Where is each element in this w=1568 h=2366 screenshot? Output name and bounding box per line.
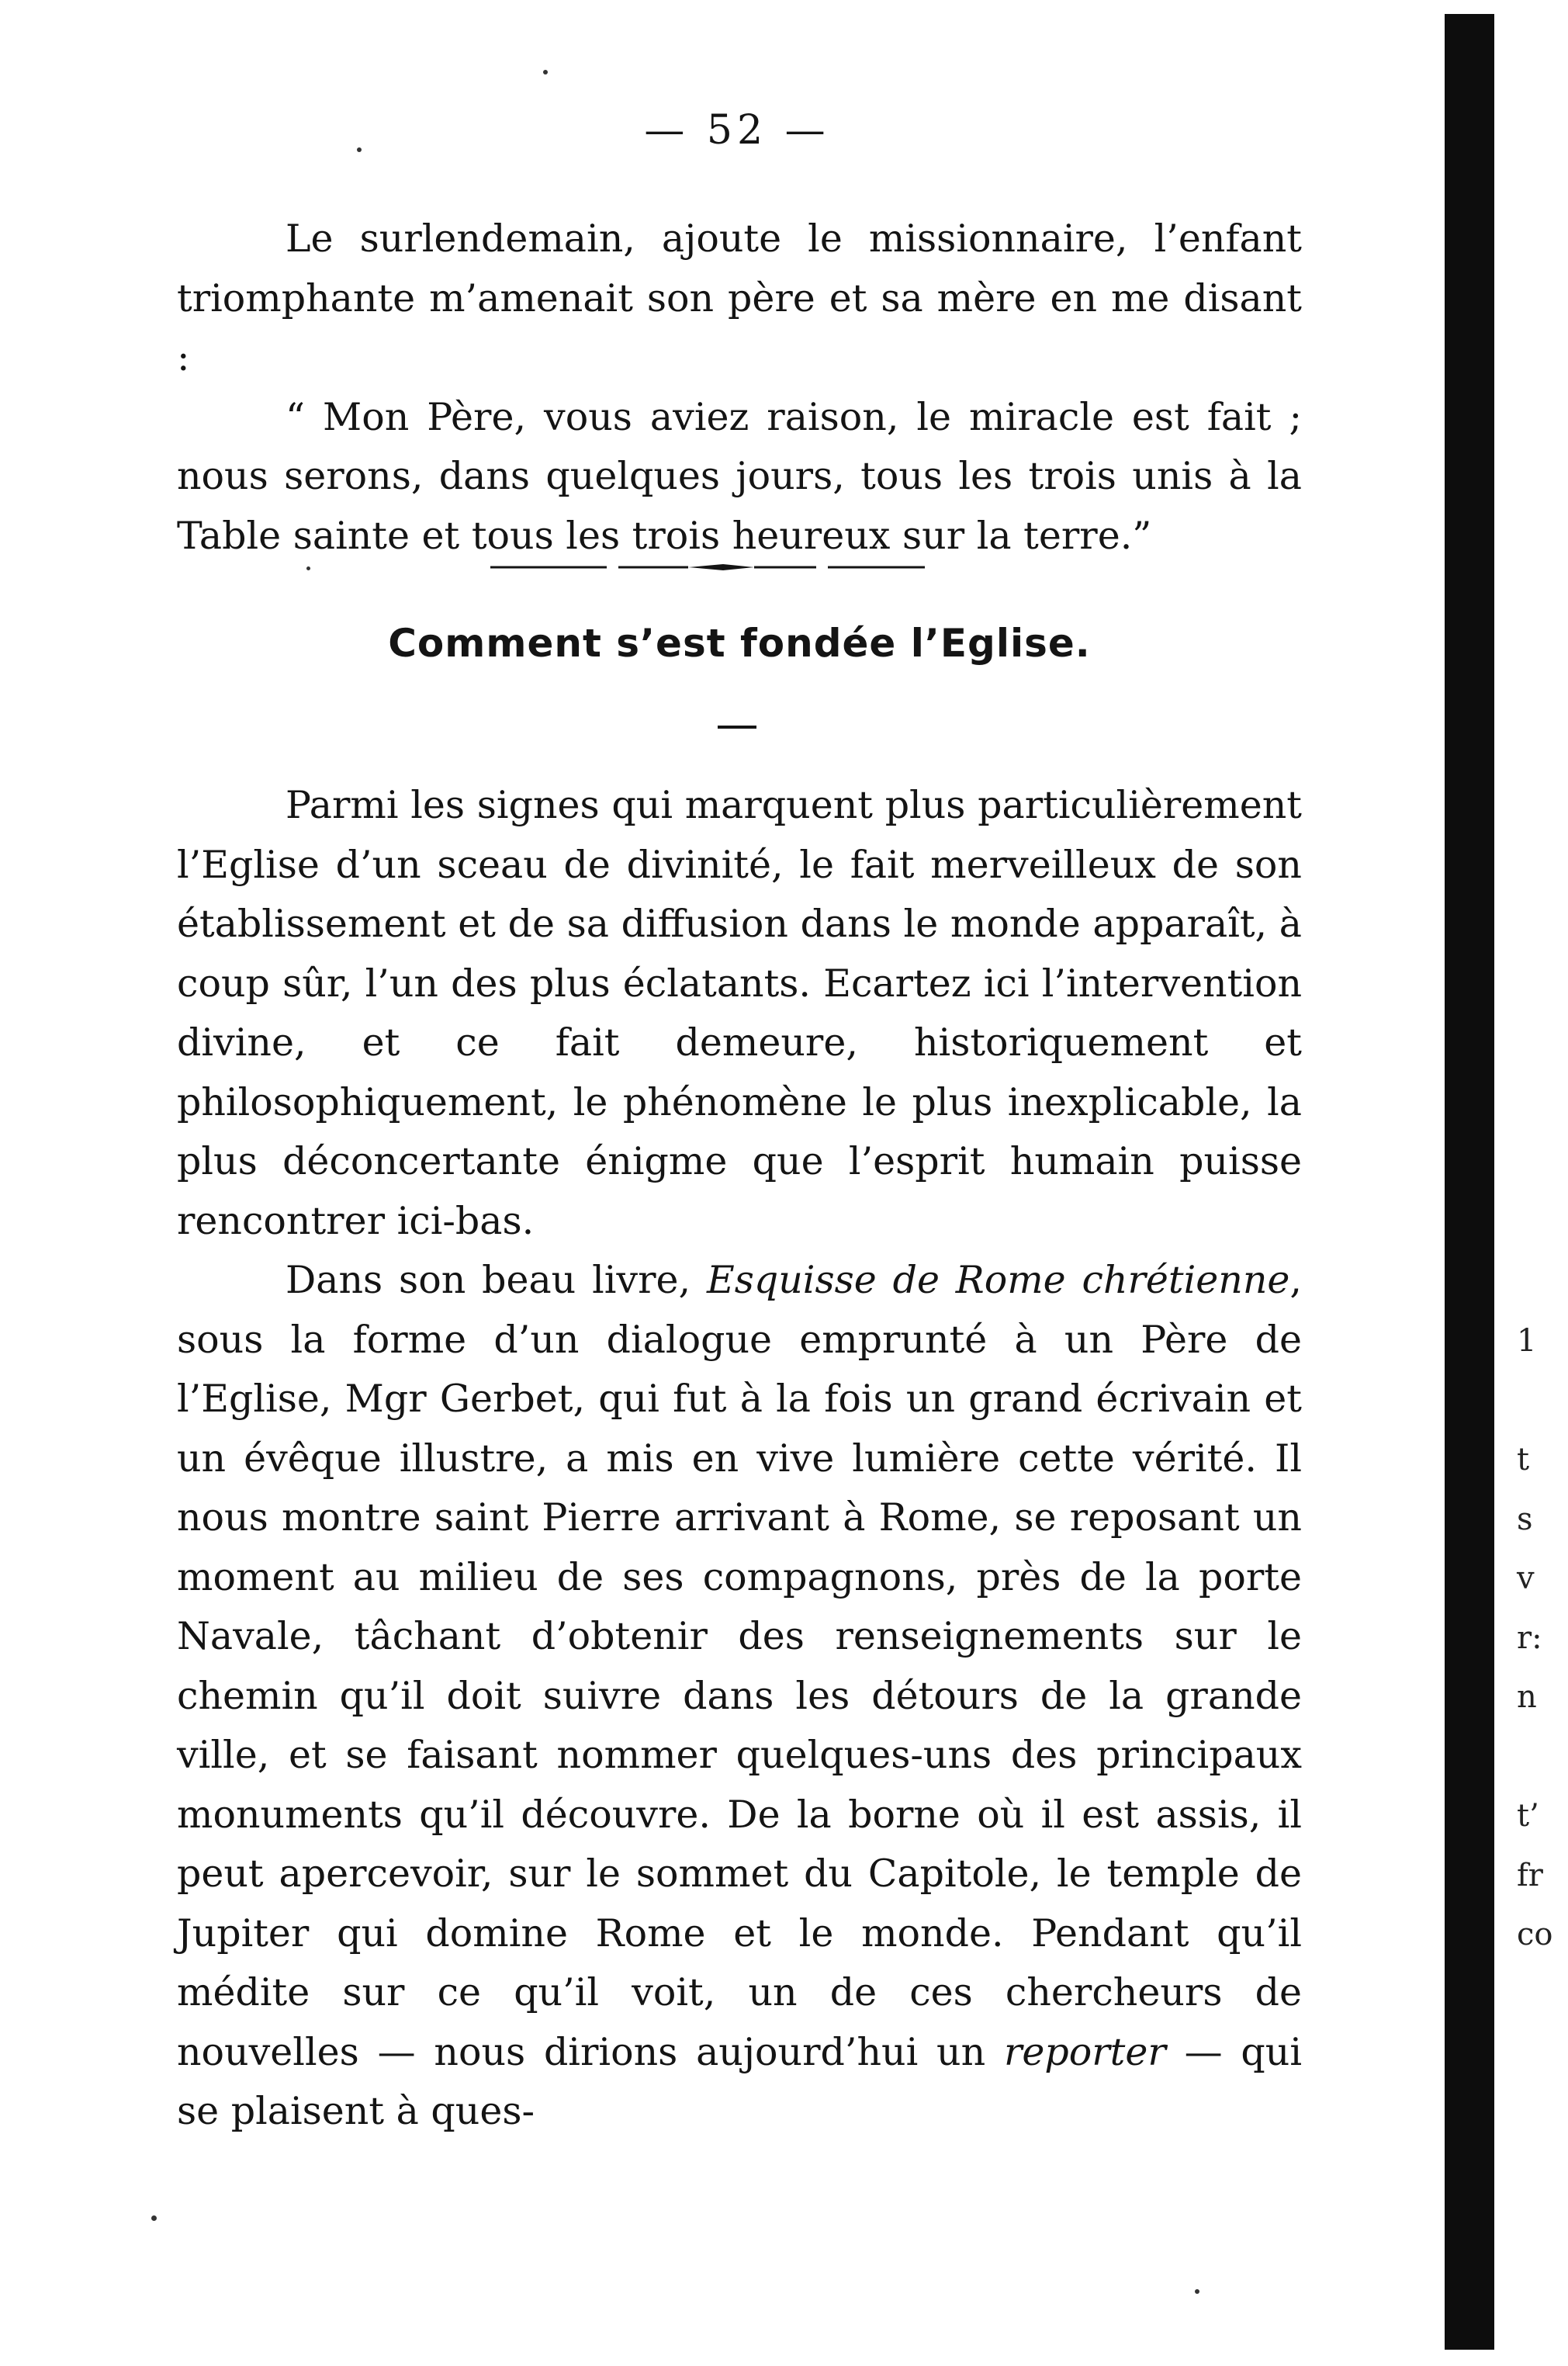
opening-text-block (177, 210, 1302, 566)
print-speck (357, 147, 362, 152)
paragraph-4 (177, 1251, 1302, 2142)
paragraph-3: Parmi les signes qui marquent plus particulièrement l’Eglise d’un sceau de divinité, le fait merveilleux de son établissement et de sa diffusion dans le monde apparaît, à coup sûr, l’un des plus éclatants. Ecartez ici l’intervention divine, et ce fait demeure, historiquement et philosophiquement, le phénomène le plus inexplicable, la plus déconcertante énigme que l’esprit humain puisse rencontrer ici-bas. (177, 783, 1302, 1243)
title-underline-dash (718, 726, 756, 729)
binding-shadow (1445, 14, 1494, 2350)
margin-fragment: s (1517, 1501, 1533, 1537)
print-speck (151, 2215, 157, 2221)
book-title: Esquisse de Rome chrétienne (706, 1258, 1290, 1302)
main-text-block (177, 776, 1302, 2142)
print-speck (1195, 2289, 1199, 2294)
margin-fragment: co (1517, 1917, 1553, 1952)
margin-fragment: t (1517, 1442, 1530, 1477)
margin-fragment: v (1517, 1561, 1535, 1596)
paragraph-1: Le surlendemain, ajoute le missionnaire, l’enfant triomphante m’amenait son père et sa mère en me disant : (177, 217, 1302, 379)
page-number: — 52 — (644, 107, 830, 154)
facing-page-fragments (1517, 1311, 1563, 1965)
paragraph-4-part-2: , sous la forme d’un dialogue emprunté à un Père de l’Eglise, Mgr Gerbet, qui fut à la fois un grand écrivain et un évêque illustre, a mis en vive lumière cette vérité. Il nous montre saint Pierre arrivant à Rome, se reposant un moment au milieu de ses compagnons, près de la porte Navale, tâchant d’obtenir des renseignements sur le chemin qu’il doit suivre dans les détours de la grande ville, et se faisant nommer quelques-uns des principaux monuments qu’il découvre. De la borne où il est assis, il peut apercevoir, sur le sommet du Capitole, le temple de Jupiter qui domine Rome et le monde. Pendant qu’il médite sur ce qu’il voit, un de ces chercheurs de nouvelles — nous dirions aujourd’hui un (177, 1258, 1302, 2074)
print-speck (306, 566, 310, 570)
margin-fragment: 1 (1517, 1323, 1537, 1359)
paragraph-4-part-3: — qui se plaisent à ques- (177, 2029, 1302, 2133)
reporter-word: reporter (1003, 2029, 1166, 2074)
margin-fragment: r: (1517, 1619, 1542, 1656)
section-divider-ornament (490, 563, 925, 572)
paragraph-2: “ Mon Père, vous aviez raison, le miracle est fait ; nous serons, dans quelques jours, tous les trois unis à la Table sainte et tous les trois heureux sur la terre.” (177, 394, 1302, 558)
print-speck (543, 70, 548, 74)
paragraph-4-part-1: Dans son beau livre, (286, 1258, 707, 1302)
margin-fragment: fr (1517, 1857, 1543, 1893)
margin-fragment (1517, 1371, 1563, 1431)
section-title: Comment s’est fondée l’Eglise. (388, 621, 1091, 666)
margin-fragment (1517, 1727, 1563, 1787)
margin-fragment: n (1517, 1679, 1537, 1715)
margin-fragment: t’ (1517, 1798, 1539, 1834)
